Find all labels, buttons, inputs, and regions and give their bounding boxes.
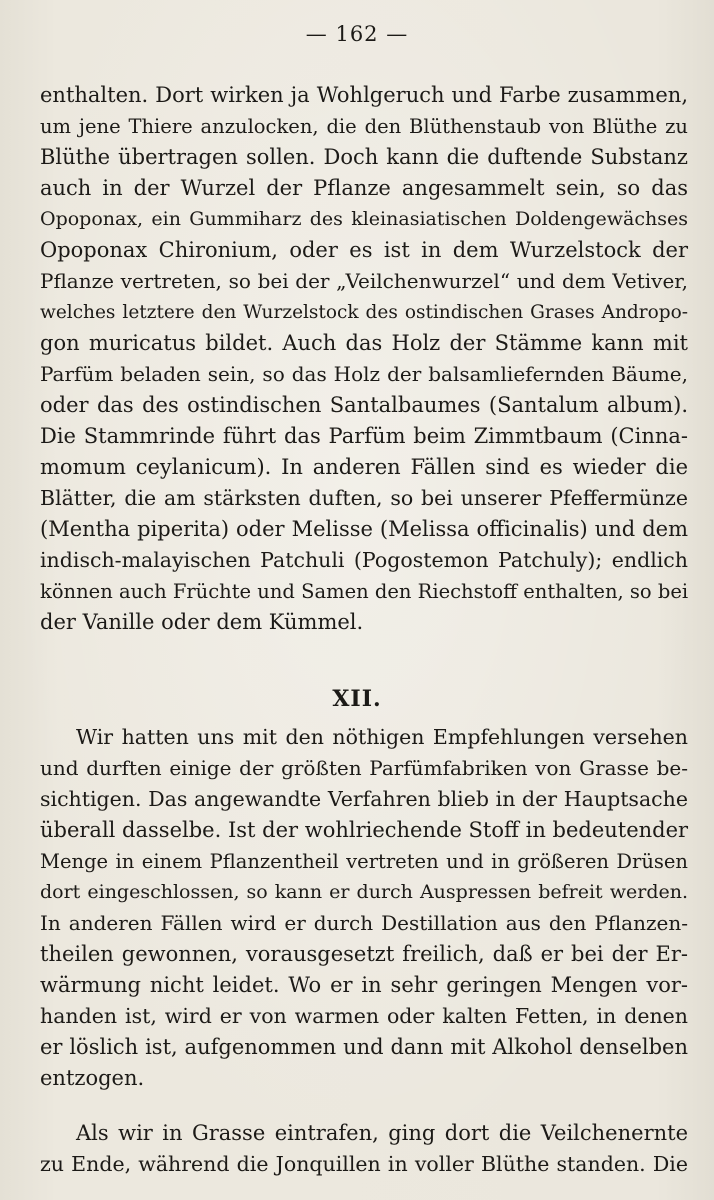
text-line: oder das des ostindischen Santalbaumes (Santalum album). [40, 393, 688, 417]
text-line: Blätter, die am stärksten duften, so bei unserer Pfeffermünze [40, 486, 688, 510]
text-line: indisch-malayischen Patchuli (Pogostemon Patchuly); endlich [40, 548, 688, 572]
text-line: enthalten. Dort wirken ja Wohlgeruch und Farbe zusammen, [40, 83, 688, 107]
text-line: wärmung nicht leidet. Wo er in sehr geringen Mengen vor- [40, 973, 688, 997]
paragraph-3 [40, 1118, 688, 1180]
text-line: handen ist, wird er von warmen oder kalten Fetten, in denen [40, 1004, 688, 1028]
text-line: entzogen. [40, 1066, 145, 1090]
text-line: welches letztere den Wurzelstock des ostindischen Grases Andropo- [40, 302, 688, 323]
text-line: Die Stammrinde führt das Parfüm beim Zimmtbaum (Cinna- [40, 424, 688, 448]
section-heading: XII. [332, 686, 382, 712]
text-line: überall dasselbe. Ist der wohlriechende Stoff in bedeutender [40, 818, 689, 842]
text-line: Wir hatten uns mit den nöthigen Empfehlungen versehen [76, 725, 688, 749]
text-line: Pflanze vertreten, so bei der „Veilchenwurzel“ und dem Vetiver, [40, 269, 688, 293]
text-line: er löslich ist, aufgenommen und dann mit Alkohol denselben [40, 1035, 688, 1059]
text-line: (Mentha piperita) oder Melisse (Melissa officinalis) und dem [40, 517, 688, 541]
text-line: gon muricatus bildet. Auch das Holz der Stämme kann mit [40, 331, 688, 355]
text-line: und durften einige der größten Parfümfabriken von Grasse be- [40, 756, 688, 780]
text-line: Opoponax Chironium, oder es ist in dem Wurzelstock der [40, 238, 688, 262]
text-line: sichtigen. Das angewandte Verfahren blieb in der Hauptsache [40, 787, 688, 811]
text-line: zu Ende, während die Jonquillen in voller Blüthe standen. Die [40, 1152, 688, 1176]
text-line: Blüthe übertragen sollen. Doch kann die duftende Substanz [40, 145, 688, 169]
text-line: In anderen Fällen wird er durch Destillation aus den Pflanzen- [40, 911, 688, 935]
text-line: der Vanille oder dem Kümmel. [40, 610, 364, 634]
text-line: dort eingeschlossen, so kann er durch Auspressen befreit werden. [40, 881, 688, 903]
text-line: um jene Thiere anzulocken, die den Blüthenstaub von Blüthe zu [40, 115, 688, 138]
text-line: Parfüm beladen sein, so das Holz der balsamliefernden Bäume, [40, 362, 688, 386]
page-number: — 162 — [305, 22, 409, 46]
text-line: können auch Früchte und Samen den Riechstoff enthalten, so bei [40, 580, 689, 603]
text-line: Menge in einem Pflanzentheil vertreten und in größeren Drüsen [40, 850, 688, 873]
text-line: auch in der Wurzel der Pflanze angesammelt sein, so das [40, 176, 688, 200]
text-line: momum ceylanicum). In anderen Fällen sind es wieder die [40, 455, 688, 479]
paragraph-2 [40, 722, 688, 1094]
text-line: Opoponax, ein Gummiharz des kleinasiatischen Doldengewächses [40, 208, 688, 230]
paragraph-1 [40, 80, 688, 638]
text-line: theilen gewonnen, vorausgesetzt freilich, daß er bei der Er- [40, 942, 688, 966]
text-line: Als wir in Grasse eintrafen, ging dort die Veilchenernte [76, 1121, 688, 1145]
